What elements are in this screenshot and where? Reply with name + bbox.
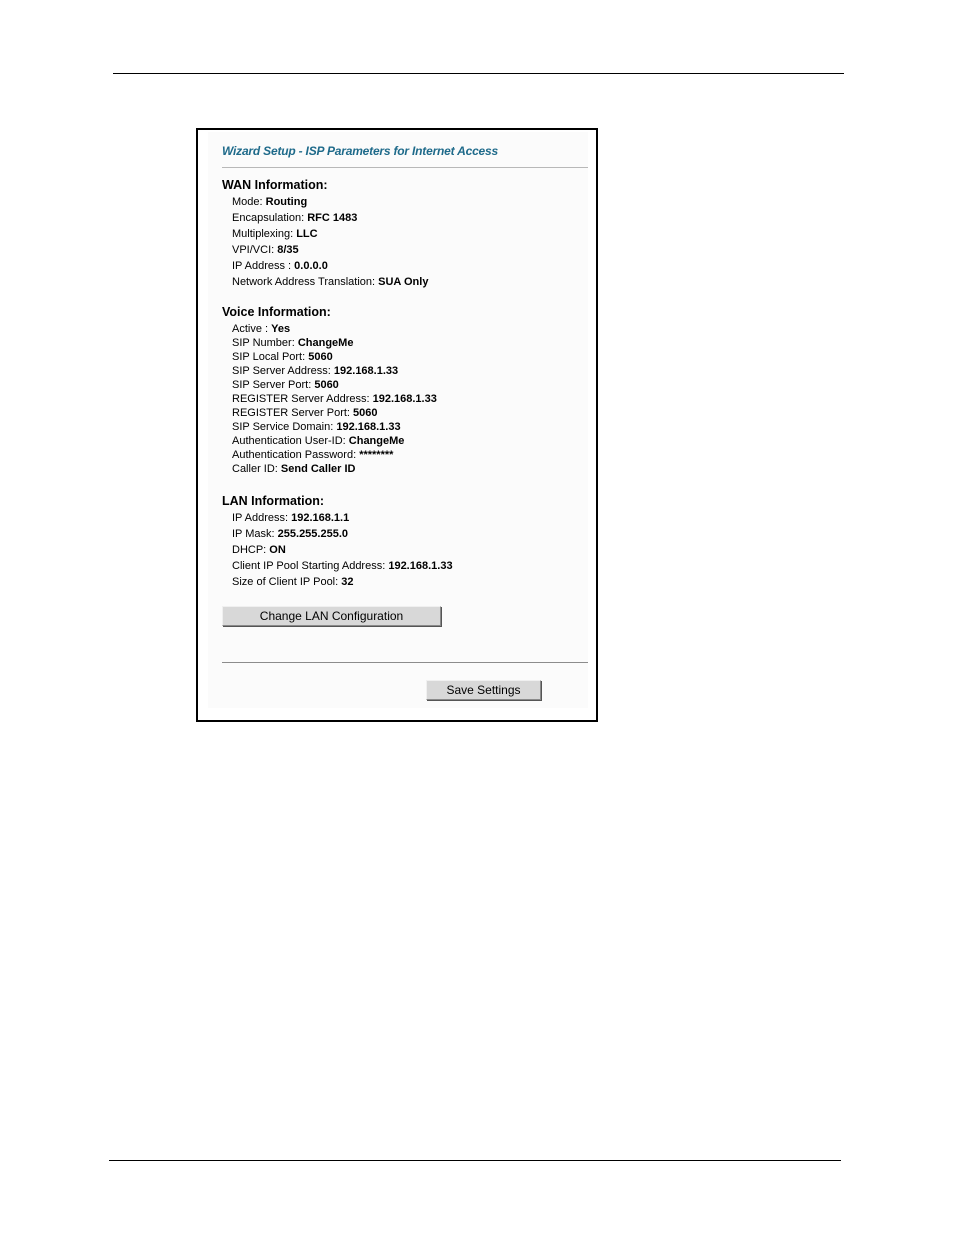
wizard-panel <box>208 132 588 708</box>
wan-mode-row <box>232 194 428 210</box>
lan-ip-address-row <box>232 510 453 526</box>
lan-heading: LAN Information: <box>222 494 325 508</box>
voice-info-list <box>232 322 437 476</box>
lan-pool-start-row <box>232 558 453 574</box>
title-divider <box>222 167 588 168</box>
voice-sip-server-address-row <box>232 364 437 378</box>
voice-sip-number-value: ChangeMe <box>297 337 354 349</box>
footer-divider <box>222 662 588 663</box>
voice-register-server-port-value: 5060 <box>353 407 378 419</box>
voice-active-row <box>232 322 437 336</box>
voice-sip-server-port-label: SIP Server Port: <box>232 379 315 391</box>
wan-ip-address-row <box>232 258 428 274</box>
lan-ip-mask-row <box>232 526 453 542</box>
wan-multiplexing-value: LLC <box>296 228 318 240</box>
voice-sip-server-address-label: SIP Server Address: <box>232 365 334 377</box>
wan-encapsulation-value: RFC 1483 <box>307 212 358 224</box>
lan-dhcp-value: ON <box>269 544 286 556</box>
lan-pool-start-label: Client IP Pool Starting Address: <box>232 560 389 572</box>
voice-sip-service-domain-value: 192.168.1.33 <box>336 421 401 433</box>
change-lan-configuration-button[interactable]: Change LAN Configuration <box>222 606 441 626</box>
wan-nat-row <box>232 274 428 290</box>
wan-ip-address-label: IP Address : <box>232 260 295 272</box>
wan-multiplexing-label: Multiplexing: <box>232 228 297 240</box>
lan-pool-start-value: 192.168.1.33 <box>388 560 453 572</box>
lan-ip-address-value: 192.168.1.1 <box>291 512 350 524</box>
voice-sip-local-port-label: SIP Local Port: <box>232 351 309 363</box>
wan-encapsulation-row <box>232 210 428 226</box>
voice-sip-number-row <box>232 336 437 350</box>
lan-pool-size-row <box>232 574 453 590</box>
voice-active-label: Active : <box>232 323 272 335</box>
voice-caller-id-row <box>232 462 437 476</box>
voice-auth-password-row <box>232 448 437 462</box>
voice-caller-id-value: Send Caller ID <box>280 463 356 475</box>
voice-sip-server-address-value: 192.168.1.33 <box>333 365 399 377</box>
lan-ip-mask-value: 255.255.255.0 <box>277 528 349 540</box>
lan-info-list <box>232 510 453 590</box>
voice-register-server-port-row <box>232 406 437 420</box>
voice-register-server-address-row <box>232 392 437 406</box>
wizard-screenshot-frame <box>196 128 598 722</box>
wan-heading: WAN Information: <box>222 178 328 192</box>
voice-sip-local-port-row <box>232 350 437 364</box>
voice-register-server-address-label: REGISTER Server Address: <box>232 393 373 405</box>
voice-auth-user-id-value: ChangeMe <box>348 435 405 447</box>
wan-vpi-vci-value: 8/35 <box>277 244 299 256</box>
voice-sip-server-port-row <box>232 378 437 392</box>
wan-mode-value: Routing <box>265 196 308 208</box>
page-header-rule <box>113 73 844 74</box>
lan-dhcp-row <box>232 542 453 558</box>
voice-auth-user-id-row <box>232 434 437 448</box>
wan-nat-value: SUA Only <box>378 276 429 288</box>
voice-register-server-address-value: 192.168.1.33 <box>372 393 437 405</box>
wan-vpi-vci-label: VPI/VCI: <box>232 244 278 256</box>
voice-auth-user-id-label: Authentication User-ID: <box>232 435 349 447</box>
page-footer-rule <box>109 1160 841 1161</box>
voice-active-value: Yes <box>271 323 291 335</box>
voice-auth-password-label: Authentication Password: <box>232 449 360 461</box>
wan-ip-address-value: 0.0.0.0 <box>294 260 328 272</box>
voice-sip-number-label: SIP Number: <box>232 337 298 349</box>
wizard-title: Wizard Setup - ISP Parameters for Internet Access <box>222 144 498 158</box>
voice-auth-password-value: ******** <box>359 449 394 461</box>
wan-multiplexing-row <box>232 226 428 242</box>
save-settings-button[interactable]: Save Settings <box>426 680 541 700</box>
lan-ip-address-label: IP Address: <box>232 512 292 524</box>
wan-nat-label: Network Address Translation: <box>232 276 379 288</box>
voice-sip-local-port-value: 5060 <box>308 351 333 363</box>
lan-dhcp-label: DHCP: <box>232 544 270 556</box>
wan-mode-label: Mode: <box>232 196 266 208</box>
lan-pool-size-label: Size of Client IP Pool: <box>232 576 342 588</box>
voice-heading: Voice Information: <box>222 305 331 319</box>
voice-sip-service-domain-label: SIP Service Domain: <box>232 421 337 433</box>
voice-sip-server-port-value: 5060 <box>314 379 339 391</box>
voice-register-server-port-label: REGISTER Server Port: <box>232 407 354 419</box>
voice-sip-service-domain-row <box>232 420 437 434</box>
wan-info-list <box>232 194 428 290</box>
wan-encapsulation-label: Encapsulation: <box>232 212 308 224</box>
lan-ip-mask-label: IP Mask: <box>232 528 278 540</box>
lan-pool-size-value: 32 <box>341 576 354 588</box>
wan-vpi-vci-row <box>232 242 428 258</box>
voice-caller-id-label: Caller ID: <box>232 463 281 475</box>
